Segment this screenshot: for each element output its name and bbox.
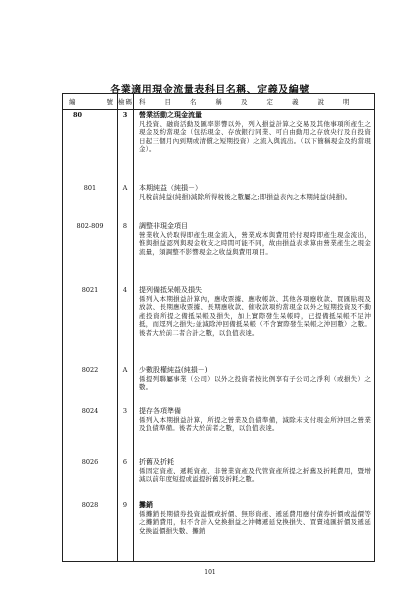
header-divider xyxy=(63,109,374,110)
row-description xyxy=(139,366,371,392)
row-check-code: 9 xyxy=(122,501,128,509)
row-code: 801 xyxy=(83,184,97,192)
row-check-code: 6 xyxy=(122,458,128,466)
header-desc: 科目名稱及定義說明 xyxy=(139,98,369,106)
row-code: 8022 xyxy=(81,366,99,374)
row-item-definition: 係列入本期損益計算內，應收票據、應收帳款、其他各項應收款、買匯貼現及放款、長期應收票據、長期應收款、催收款項約當現金以外之短期投資及不動產投資所提之備抵呆帳及損失，加上實際發生呆帳時，已提備抵呆帳不足沖抵，而逕列之損失;並減除沖回備抵呆帳（不含實際發生呆帳之沖回數）之數。後者大於前二者合計之數，以負值表達。 xyxy=(139,294,371,337)
row-code: 8026 xyxy=(81,458,99,466)
column-divider xyxy=(133,94,134,561)
definitions-table xyxy=(62,93,375,562)
row-description xyxy=(139,184,371,201)
row-item-name: 提列備抵呆帳及損失 xyxy=(139,286,202,294)
row-item-definition: 係列入本期損益計算，所提之營業及負債準備，減除未支付現金所沖回之營業及負債準備。後者大於前者之數，以負值表達。 xyxy=(139,415,371,433)
row-item-name: 提存各項準備 xyxy=(139,407,181,415)
row-check-code: A xyxy=(122,184,128,192)
row-description xyxy=(139,286,371,338)
row-item-name: 攤銷 xyxy=(139,500,153,509)
row-check-code: 8 xyxy=(122,222,128,230)
page-title: 各業適用現金流量表科目名稱、定義及編號 xyxy=(110,85,310,96)
row-description xyxy=(139,407,371,433)
row-item-definition: 凡投資、融資活動及匯率影響以外，列入損益計算之交易及其他事項所產生之現金及約當現金（包括現金、存放銀行同業、可自由動用之存放央行及自投資日起三個月內到期或清償之短期投資）之流入與流出。（以下簡稱現金及約當現金）。 xyxy=(139,119,371,154)
row-code: 8021 xyxy=(81,286,99,294)
header-code-char: 編 xyxy=(69,98,76,106)
column-divider xyxy=(117,94,118,561)
row-code: 802-809 xyxy=(76,222,104,230)
row-code: 8024 xyxy=(81,407,99,415)
row-item-definition: 營業收入於取得即產生現金流入，營業成本與費用於付現時即產生現金流出，惟與損益認列與現金收支之時間可能不同，故由損益表求算由營業產生之現金流量，須調整不影響現金之收益與費用項目。 xyxy=(139,230,371,256)
row-description xyxy=(139,111,371,154)
row-item-definition: 凡稅前純益(純損)減除所得稅後之數屬之;即損益表內之本期純益(純損)。 xyxy=(139,192,352,201)
row-code: 80 xyxy=(73,111,83,119)
row-item-name: 折舊及折耗 xyxy=(139,458,174,466)
row-check-code: 3 xyxy=(122,407,128,415)
row-description xyxy=(139,501,371,535)
row-check-code: 4 xyxy=(122,286,128,294)
row-item-name: 調整非現金項目 xyxy=(139,222,188,230)
row-item-definition: 係提列聯屬事業（公司）以外之投資者按比例享有子公司之淨利（或損失）之數。 xyxy=(139,374,371,392)
row-check-code: 3 xyxy=(122,111,128,119)
row-item-name: 營業活動之現金流量 xyxy=(139,110,202,119)
row-item-definition: 係固定資產、遞耗資產、非營業資產及代管資產所提之折舊及折耗費用，暨增減以前年度短提或溢提折舊及折耗之數。 xyxy=(139,466,371,484)
header-code-char: 號 xyxy=(106,98,113,106)
header-code xyxy=(69,94,113,109)
row-description xyxy=(139,222,371,256)
page-number: 101 xyxy=(204,569,216,576)
row-item-name: 少數股權純益(純損－) xyxy=(139,366,208,374)
row-code: 8028 xyxy=(81,501,99,509)
row-item-name: 本期純益（純損－） xyxy=(139,184,202,192)
row-check-code: A xyxy=(122,366,128,374)
row-item-definition: 係攤銷長期債券投資溢價或折價、無形資產、遞延費用應付債券折價或溢價等之攤銷費用，但不含計入兌換損益之沖轉遞延兌換損失、買賣遠匯折價及遞延兌換溢價損失數、攤銷 xyxy=(139,509,371,535)
header-seq: 檢碼 xyxy=(118,98,133,106)
row-description xyxy=(139,458,371,484)
